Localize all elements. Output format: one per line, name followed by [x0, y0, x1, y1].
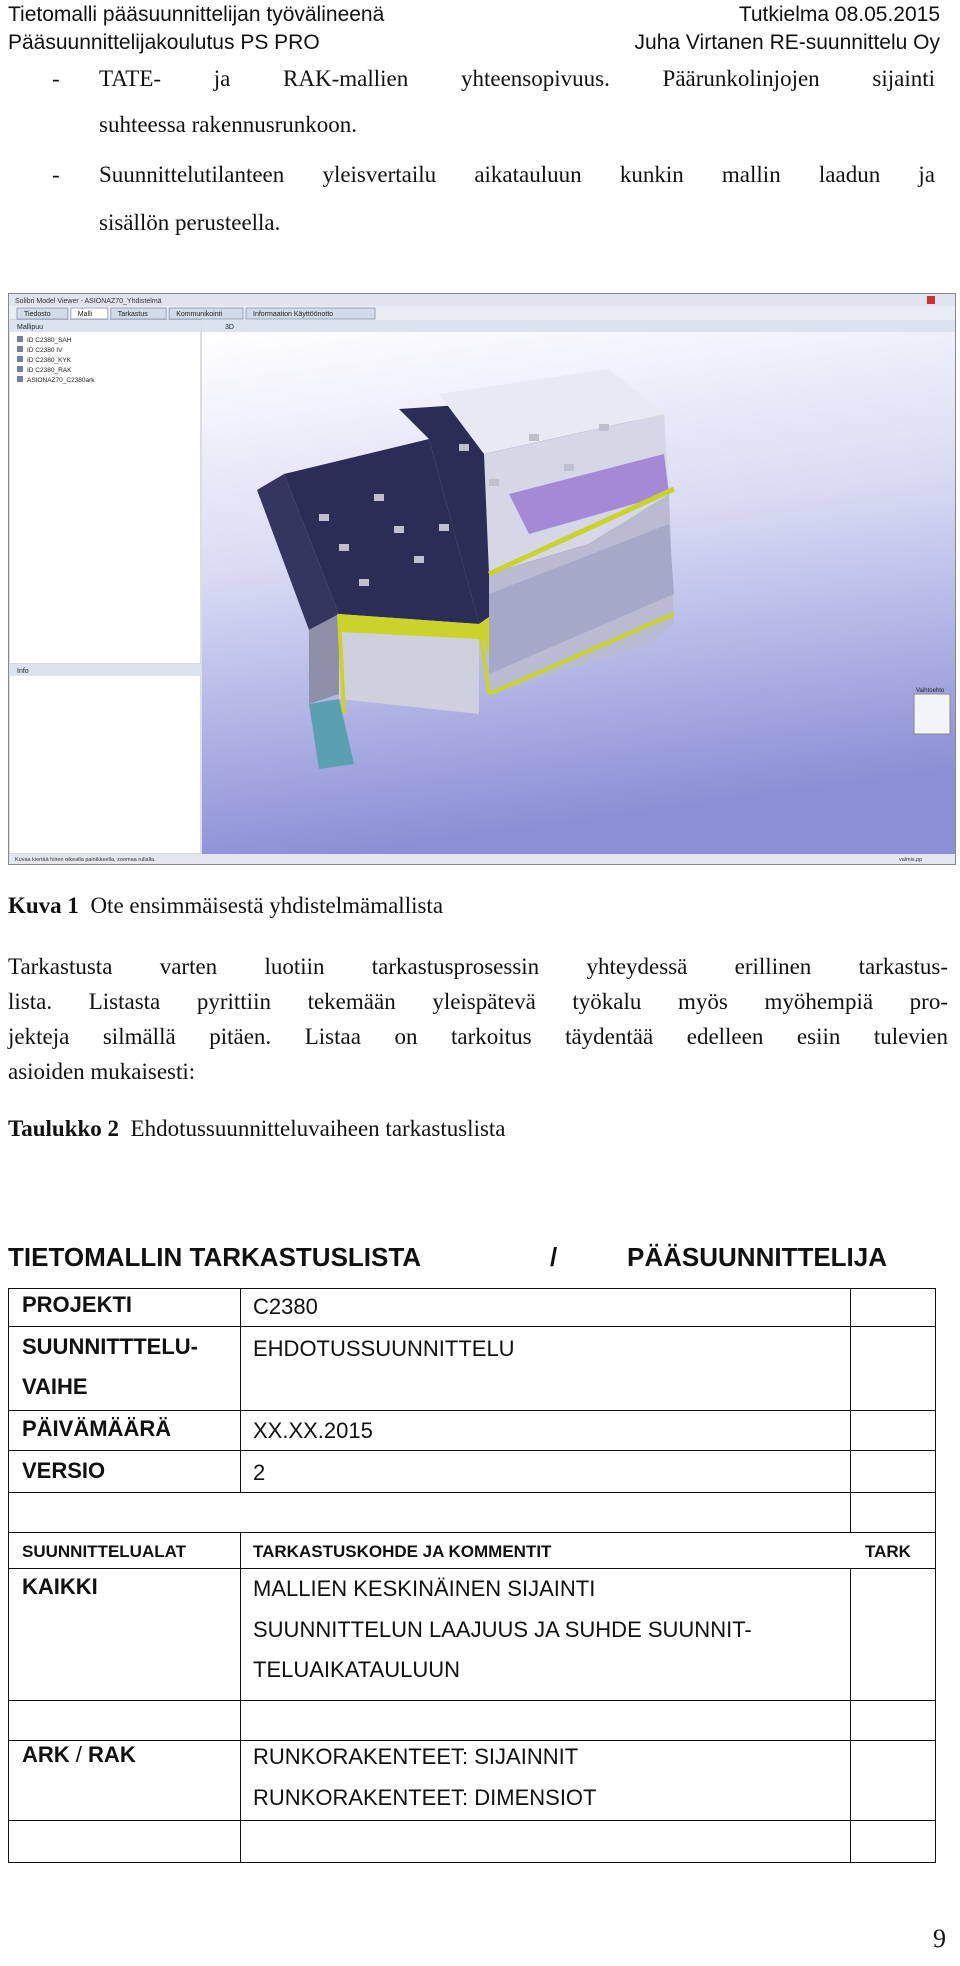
- close-icon[interactable]: [927, 296, 935, 304]
- model-viewer-illustration: [9, 294, 955, 864]
- meta-label-project: PROJEKTI: [22, 1292, 133, 1317]
- figure-caption: [8, 889, 443, 923]
- tree-item[interactable]: ID C2380_KYK: [27, 357, 72, 364]
- window-title: Solibri Model Viewer - ASIONAZ70_Yhdistelmä: [15, 298, 162, 305]
- check-item: SUUNNITTELUN LAAJUUS JA SUHDE SUUNNIT-: [253, 1617, 752, 1642]
- meta-value-date: XX.XX.2015: [253, 1418, 373, 1443]
- check-item: RUNKORAKENTEET: SIJAINNIT: [253, 1744, 579, 1769]
- checklist-title-right: PÄÄSUUNNITTELIJA: [627, 1242, 888, 1272]
- header-right-line2: Juha Virtanen RE-suunnittelu Oy: [634, 31, 940, 54]
- column-header-check: TARK: [865, 1542, 911, 1561]
- tree-node-icon[interactable]: [17, 346, 23, 352]
- check-item: RUNKORAKENTEET: DIMENSIOT: [253, 1785, 597, 1810]
- page-number: 9: [933, 1924, 946, 1953]
- bullet-dash: -: [52, 66, 60, 91]
- checklist-title-sep: /: [550, 1242, 558, 1272]
- group-area-rak: RAK: [88, 1742, 136, 1767]
- meta-label-phase-2: VAIHE: [22, 1374, 88, 1399]
- bullet-2-line2: sisällön perusteella.: [99, 210, 281, 235]
- paragraph-line-4: asioiden mukaisesti:: [8, 1059, 196, 1084]
- tree-item[interactable]: ID C2380_SAH: [27, 337, 72, 344]
- group-area-ark: ARK: [22, 1742, 70, 1767]
- tree-item[interactable]: ID C2380 IV: [27, 347, 63, 354]
- meta-label-date: PÄIVÄMÄÄRÄ: [22, 1416, 172, 1441]
- info-title: Info: [17, 668, 29, 675]
- viewer-tab-label: Informaation Käyttöönotto: [253, 311, 334, 318]
- meta-label-version: VERSIO: [22, 1458, 106, 1483]
- table-caption: [8, 1112, 506, 1146]
- tree-node-icon[interactable]: [17, 356, 23, 362]
- bullet-1-line2: suhteessa rakennusrunkoon.: [99, 112, 358, 137]
- bullet-1-line1: TATE- ja RAK-mallien yhteensopivuus. Päärunkolinjojen sijainti: [99, 66, 935, 91]
- checklist-title-left: TIETOMALLIN TARKASTUSLISTA: [8, 1242, 422, 1272]
- view-title: 3D: [225, 324, 234, 331]
- tree-node-icon[interactable]: [17, 366, 23, 372]
- group-area-sep: /: [75, 1742, 82, 1767]
- viewer-tab-label: Kommunikointi: [176, 311, 223, 318]
- tree-node-icon[interactable]: [17, 376, 23, 382]
- tree-item[interactable]: ASIONAZ70_C2380ark: [27, 377, 95, 384]
- tree-title: Mallipuu: [17, 324, 44, 331]
- viewer-tab-label: Tarkastus: [117, 311, 148, 318]
- paragraph-line-2: lista. Listasta pyrittiin tekemään yleispätevä työkalu myös myöhempiä pro-: [8, 989, 948, 1014]
- info-panel: [9, 664, 201, 854]
- meta-value-project: C2380: [253, 1294, 318, 1319]
- bullet-dash: -: [52, 162, 60, 187]
- figure-caption-text: Ote ensimmäisestä yhdistelmämallista: [90, 893, 444, 918]
- bullet-2-line1: Suunnittelutilanteen yleisvertailu aikatauluun kunkin mallin laadun ja: [99, 162, 935, 187]
- column-header-areas: SUUNNITTELUALAT: [22, 1542, 186, 1561]
- column-header-items: TARKASTUSKOHDE JA KOMMENTIT: [253, 1542, 552, 1561]
- table-caption-label: Taulukko 2: [8, 1116, 120, 1141]
- view-label: Vaihtoehto: [916, 688, 945, 694]
- meta-label-phase: SUUNNITTTELU-: [22, 1334, 198, 1359]
- status-left: Kuvaa kiertää hiiren oikealla painikkeella, zoomaa rullalla.: [15, 857, 156, 863]
- paragraph-line-3: jekteja silmällä pitäen. Listaa on tarkoitus täydentää edelleen esiin tulevien: [8, 1024, 948, 1049]
- meta-value-version: 2: [253, 1460, 266, 1485]
- group-area-ark-rak: [22, 1740, 136, 1770]
- tree-item[interactable]: ID C2380_RAK: [27, 367, 72, 374]
- check-item: TELUAIKATAULUUN: [253, 1657, 461, 1682]
- header-right-line1: Tutkielma 08.05.2015: [738, 3, 940, 26]
- figure-caption-label: Kuva 1: [8, 893, 79, 918]
- header-left-line1: Tietomalli pääsuunnittelijan työvälineenä: [8, 3, 385, 26]
- tree-node-icon[interactable]: [17, 336, 23, 342]
- viewer-tab-label: Tiedosto: [24, 311, 51, 318]
- table-caption-text: Ehdotussuunnitteluvaiheen tarkastuslista: [130, 1116, 506, 1141]
- meta-value-phase: EHDOTUSSUUNNITTELU: [253, 1336, 515, 1361]
- group-area-all: KAIKKI: [22, 1574, 98, 1599]
- status-right: valmis.pp: [899, 857, 923, 863]
- viewer-tab-label: Malli: [77, 311, 93, 318]
- model-viewer-screenshot: [8, 293, 956, 865]
- header-left-line2: Pääsuunnittelijakoulutus PS PRO: [8, 31, 320, 54]
- paragraph-line-1: Tarkastusta varten luotiin tarkastusprosessin yhteydessä erillinen tarkastus-: [8, 954, 948, 979]
- check-item: MALLIEN KESKINÄINEN SIJAINTI: [253, 1576, 596, 1601]
